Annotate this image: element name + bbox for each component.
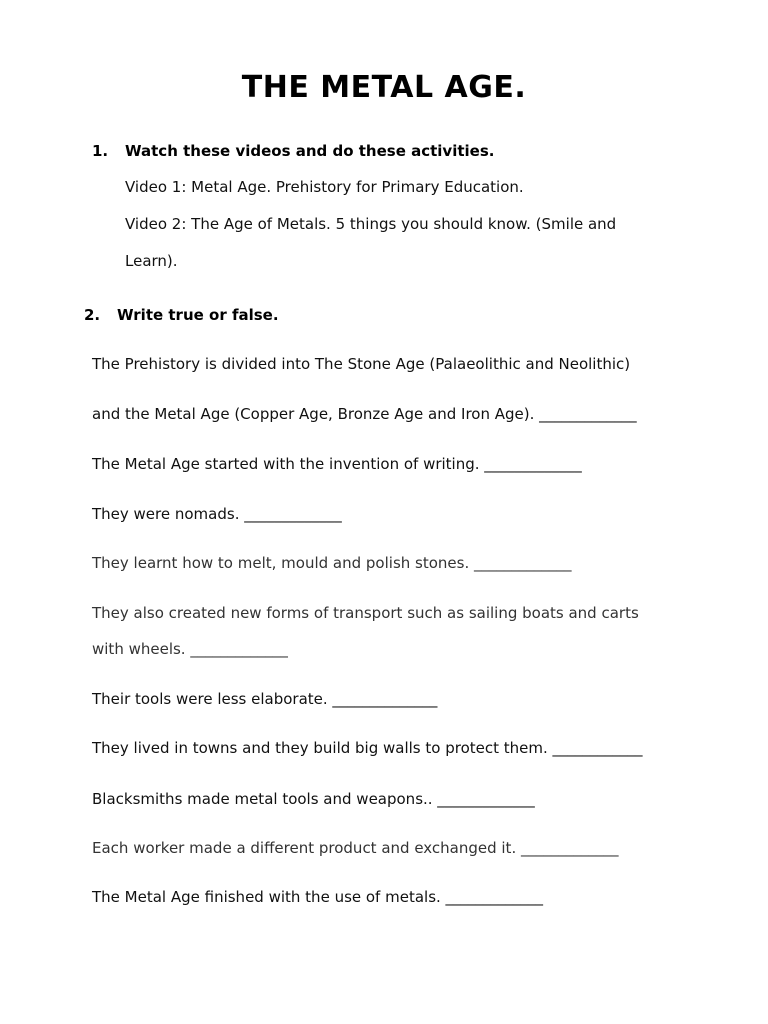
- section-2-number: 2.: [84, 306, 101, 324]
- statement-5-line-1: They also created new forms of transport such as sailing boats and carts: [92, 604, 639, 622]
- statement-8: Blacksmiths made metal tools and weapons.. _____________: [92, 790, 535, 808]
- section-2-heading: Write true or false.: [117, 306, 279, 324]
- statement-1-line-1: The Prehistory is divided into The Stone Age (Palaeolithic and Neolithic): [92, 355, 631, 373]
- statement-7: They lived in towns and they build big walls to protect them. ____________: [92, 739, 643, 757]
- worksheet-title: THE METAL AGE.: [241, 70, 527, 105]
- section-1-number: 1.: [92, 142, 109, 160]
- section-1-heading: Watch these videos and do these activities.: [125, 142, 495, 160]
- statement-1-line-2: and the Metal Age (Copper Age, Bronze Age and Iron Age). _____________: [92, 405, 637, 423]
- statement-4: They learnt how to melt, mould and polish stones. _____________: [92, 554, 572, 572]
- statement-10: The Metal Age finished with the use of metals. _____________: [92, 888, 544, 906]
- video-1-text: Video 1: Metal Age. Prehistory for Primary Education.: [125, 178, 524, 196]
- video-2-text-line-1: Video 2: The Age of Metals. 5 things you should know. (Smile and: [125, 215, 617, 233]
- statement-9: Each worker made a different product and exchanged it. _____________: [92, 839, 619, 857]
- statement-5-line-2: with wheels. _____________: [92, 640, 288, 658]
- statement-2: The Metal Age started with the invention of writing. _____________: [92, 455, 582, 473]
- statement-3: They were nomads. _____________: [92, 505, 342, 523]
- video-2-text-line-2: Learn).: [125, 252, 178, 270]
- statement-6: Their tools were less elaborate. ______________: [92, 690, 438, 708]
